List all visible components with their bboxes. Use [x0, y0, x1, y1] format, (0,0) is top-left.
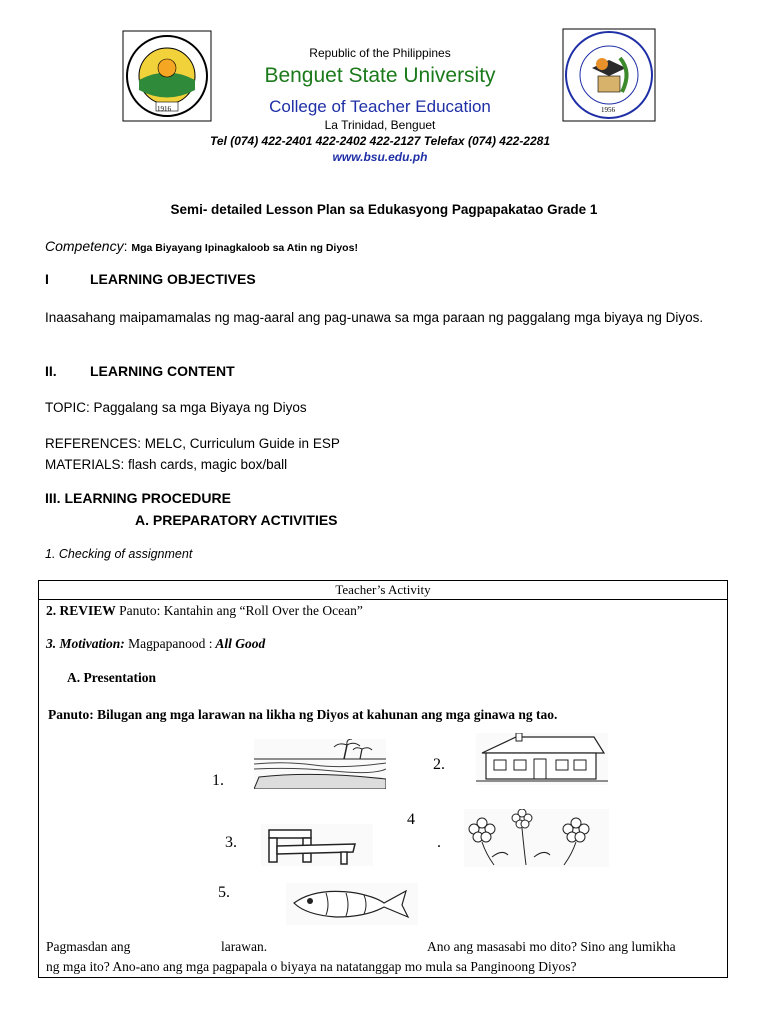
- item-number-4: 4: [407, 811, 415, 828]
- location-text: La Trinidad, Benguet: [324, 118, 436, 132]
- teacher-activity-table: [38, 580, 728, 978]
- flowers-icon: [464, 809, 609, 867]
- item-number-1: 1.: [212, 772, 224, 789]
- question-part-a: Pagmasdan ang: [46, 939, 131, 954]
- table-header: Teacher’s Activity: [39, 581, 727, 600]
- competency-value: Mga Biyayang Ipinagkaloob sa Atin ng Diyos!: [131, 242, 358, 254]
- lesson-plan-title: Semi- detailed Lesson Plan sa Edukasyong Pagpapakatao Grade 1: [170, 202, 598, 217]
- preparatory-heading: A. PREPARATORY ACTIVITIES: [135, 512, 338, 528]
- section-2-heading: [45, 363, 235, 379]
- motivation-video: All Good: [212, 636, 266, 651]
- beach-icon: [254, 739, 386, 789]
- website-link[interactable]: www.bsu.edu.ph: [332, 150, 428, 164]
- motivation-row: [46, 636, 265, 652]
- right-seal-year: 1956: [601, 106, 615, 114]
- item-number-3: 3.: [225, 834, 237, 851]
- bench-icon: [261, 824, 373, 866]
- review-label: 2. REVIEW: [46, 603, 116, 618]
- presentation-heading: A. Presentation: [67, 670, 156, 685]
- topic-text: TOPIC: Paggalang sa mga Biyaya ng Diyos: [45, 400, 307, 415]
- materials-text: MATERIALS: flash cards, magic box/ball: [45, 457, 288, 472]
- objective-text: Inaasahang maipamamalas ng mag-aaral ang pag-unawa sa mga paraan ng paggalang mga biyaya ng Diyos.: [45, 310, 704, 325]
- item-dot: .: [437, 834, 441, 851]
- section-1-title: LEARNING OBJECTIVES: [90, 271, 256, 287]
- college-name: College of Teacher Education: [269, 97, 491, 116]
- references-text: REFERENCES: MELC, Curriculum Guide in ESP: [45, 436, 340, 451]
- section-3-heading: III. LEARNING PROCEDURE: [45, 490, 231, 506]
- question-part-c: Ano ang masasabi mo dito? Sino ang lumikha: [427, 939, 676, 954]
- fish-icon: [286, 883, 418, 925]
- section-2-number: II.: [45, 363, 57, 379]
- left-seal-year: 1916: [157, 105, 171, 113]
- competency-line: Competency: Mga Biyayang Ipinagkaloob sa Atin ng Diyos!: [45, 238, 358, 254]
- checking-assignment: 1. Checking of assignment: [45, 547, 193, 561]
- motivation-label: 3. Motivation:: [46, 636, 125, 651]
- republic-text: Republic of the Philippines: [309, 46, 451, 60]
- section-1-heading: [45, 271, 256, 287]
- house-icon: [476, 733, 608, 785]
- section-2-title: LEARNING CONTENT: [90, 363, 235, 379]
- item-number-5: 5.: [218, 884, 230, 901]
- question-part-d: ng mga ito? Ano-ano ang mga pagpapala o biyaya na natatanggap mo mula sa Panginoong Diyos?: [46, 959, 577, 974]
- section-1-number: I: [45, 271, 49, 287]
- motivation-text: Magpapanood :: [124, 636, 213, 651]
- telephone-text: Tel (074) 422-2401 422-2402 422-2127 Telefax (074) 422-2281: [209, 134, 551, 148]
- instruction-text: Panuto: Bilugan ang mga larawan na likha ng Diyos at kahunan ang mga ginawa ng tao.: [48, 707, 558, 722]
- competency-label: Competency: [45, 238, 124, 254]
- review-text: Panuto: Kantahin ang “Roll Over the Ocean”: [115, 603, 363, 618]
- question-part-b: larawan.: [221, 939, 268, 954]
- review-row: [46, 603, 363, 619]
- item-number-2: 2.: [433, 756, 445, 773]
- university-name: Benguet State University: [264, 64, 496, 87]
